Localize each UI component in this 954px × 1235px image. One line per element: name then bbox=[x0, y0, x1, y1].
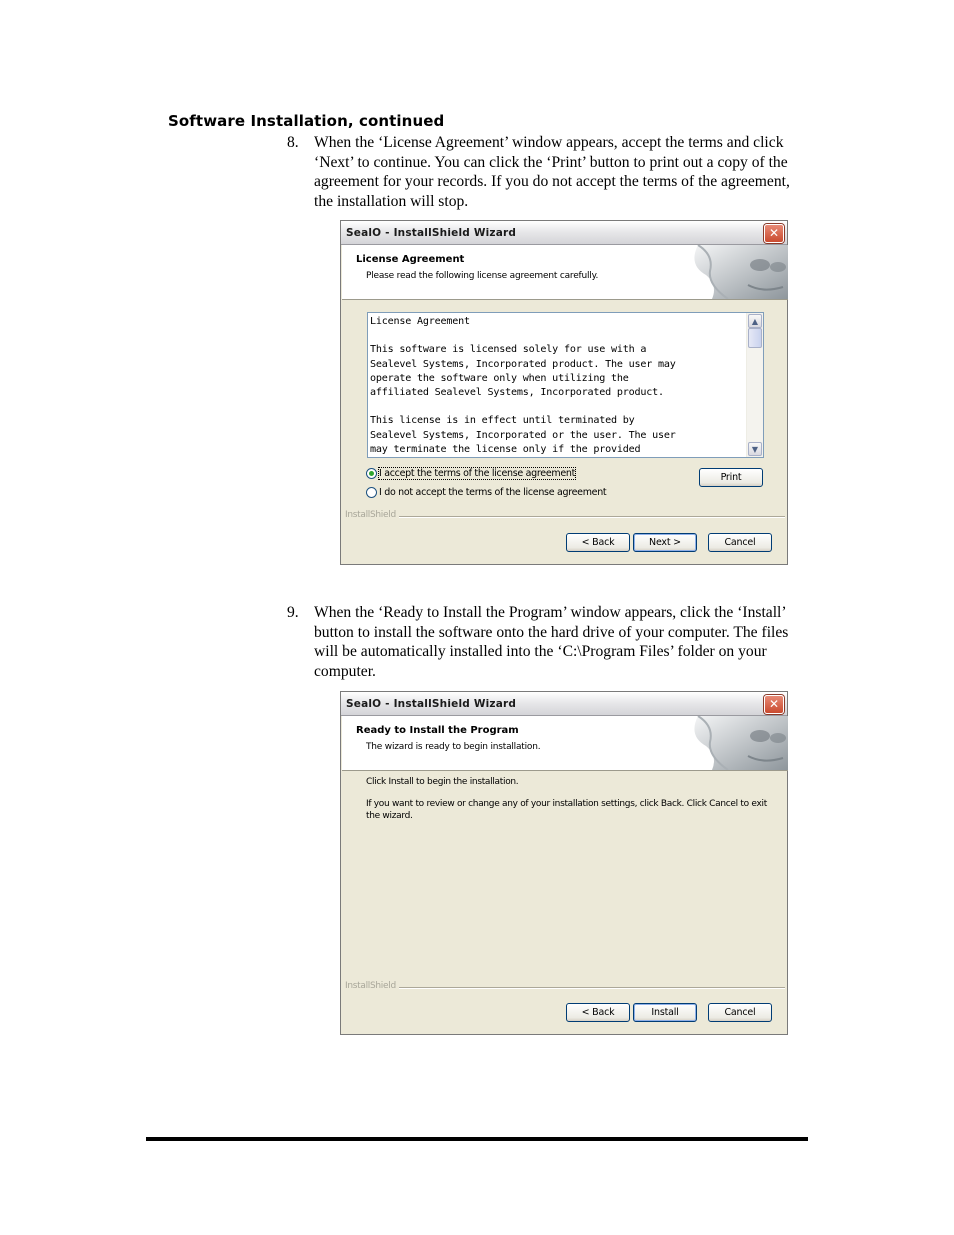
brand-label: InstallShield bbox=[345, 510, 399, 520]
cancel-button[interactable]: Cancel bbox=[708, 1003, 772, 1022]
decline-radio-option[interactable] bbox=[366, 487, 606, 498]
close-button[interactable] bbox=[764, 224, 784, 243]
scroll-up-button[interactable] bbox=[748, 314, 762, 328]
step-line: ‘Next’ to continue. You can click the ‘Print’ button to print out a copy of the bbox=[314, 153, 788, 171]
step-text bbox=[314, 133, 847, 211]
print-button[interactable]: Print bbox=[699, 468, 763, 487]
installshield-brand-line bbox=[345, 510, 785, 522]
title-bar[interactable] bbox=[341, 692, 787, 716]
install-button[interactable]: Install bbox=[633, 1003, 697, 1022]
license-textbox[interactable] bbox=[367, 312, 764, 458]
radio-accept-label[interactable]: I accept the terms of the license agreement bbox=[379, 468, 576, 479]
step-line: agreement for your records. If you do not accept the terms of the agreement, bbox=[314, 173, 790, 191]
radio-decline[interactable] bbox=[366, 487, 377, 498]
step-line: When the ‘Ready to Install the Program’ window appears, click the ‘Install’ bbox=[314, 604, 787, 621]
wizard-header bbox=[342, 716, 788, 771]
cancel-button[interactable]: Cancel bbox=[708, 533, 772, 552]
radio-accept[interactable] bbox=[366, 468, 377, 479]
step-text bbox=[314, 603, 847, 681]
license-scrollbar[interactable] bbox=[746, 313, 763, 457]
close-icon: ✕ bbox=[768, 697, 780, 711]
step-number: 8. bbox=[287, 134, 299, 151]
header-subtitle: The wizard is ready to begin installation. bbox=[366, 742, 541, 752]
divider bbox=[345, 516, 785, 518]
close-button[interactable] bbox=[764, 695, 784, 714]
header-subtitle: Please read the following license agreement carefully. bbox=[366, 271, 599, 281]
step-line: will be automatically installed into the ‘C:\Program Files’ folder on your bbox=[314, 643, 767, 661]
scroll-thumb[interactable] bbox=[748, 328, 762, 348]
scroll-down-button[interactable] bbox=[748, 442, 762, 456]
window-title: SealO - InstallShield Wizard bbox=[346, 698, 517, 710]
header-title: Ready to Install the Program bbox=[356, 725, 519, 736]
license-text: License Agreement This software is licensed solely for use with a Sealevel Systems, Incorporated product. The user may operate the software only when utilizing the affiliated Sealevel Systems, Incorporated product. This license is in effect until terminated by Sealevel Systems, Incorporated or the user. The user may terminate the license only if the provided bbox=[370, 316, 676, 455]
title-bar[interactable] bbox=[341, 221, 787, 245]
review-instruction: If you want to review or change any of your installation settings, click Back. Click Cancel to exit the wizard. bbox=[366, 799, 767, 821]
license-agreement-window bbox=[340, 220, 788, 565]
step-line: When the ‘License Agreement’ window appears, accept the terms and click bbox=[314, 134, 784, 151]
wizard-face-graphic-icon bbox=[688, 245, 788, 299]
brand-label: InstallShield bbox=[345, 981, 399, 991]
radio-decline-label[interactable]: I do not accept the terms of the license agreement bbox=[379, 487, 607, 498]
back-button[interactable]: < Back bbox=[566, 533, 630, 552]
arrow-down-icon: ▼ bbox=[751, 445, 759, 454]
wizard-header bbox=[342, 245, 788, 300]
step-number: 9. bbox=[287, 604, 299, 621]
install-instruction: Click Install to begin the installation. bbox=[366, 777, 519, 787]
step-line: button to install the software onto the hard drive of your computer. The files bbox=[314, 623, 789, 641]
next-button[interactable]: Next > bbox=[633, 533, 697, 552]
section-title: Software Installation, continued bbox=[168, 112, 445, 130]
ready-to-install-window bbox=[340, 691, 788, 1035]
close-icon: ✕ bbox=[768, 226, 780, 240]
window-title: SealO - InstallShield Wizard bbox=[346, 227, 517, 239]
footer-rule bbox=[146, 1137, 808, 1141]
step-line: the installation will stop. bbox=[314, 192, 469, 210]
divider bbox=[345, 987, 785, 989]
installshield-brand-line bbox=[345, 981, 785, 993]
header-title: License Agreement bbox=[356, 254, 465, 265]
wizard-face-graphic-icon bbox=[688, 716, 788, 770]
step-line: computer. bbox=[314, 662, 376, 680]
accept-radio-option[interactable] bbox=[366, 468, 575, 479]
back-button[interactable]: < Back bbox=[566, 1003, 630, 1022]
arrow-up-icon: ▲ bbox=[751, 317, 759, 326]
